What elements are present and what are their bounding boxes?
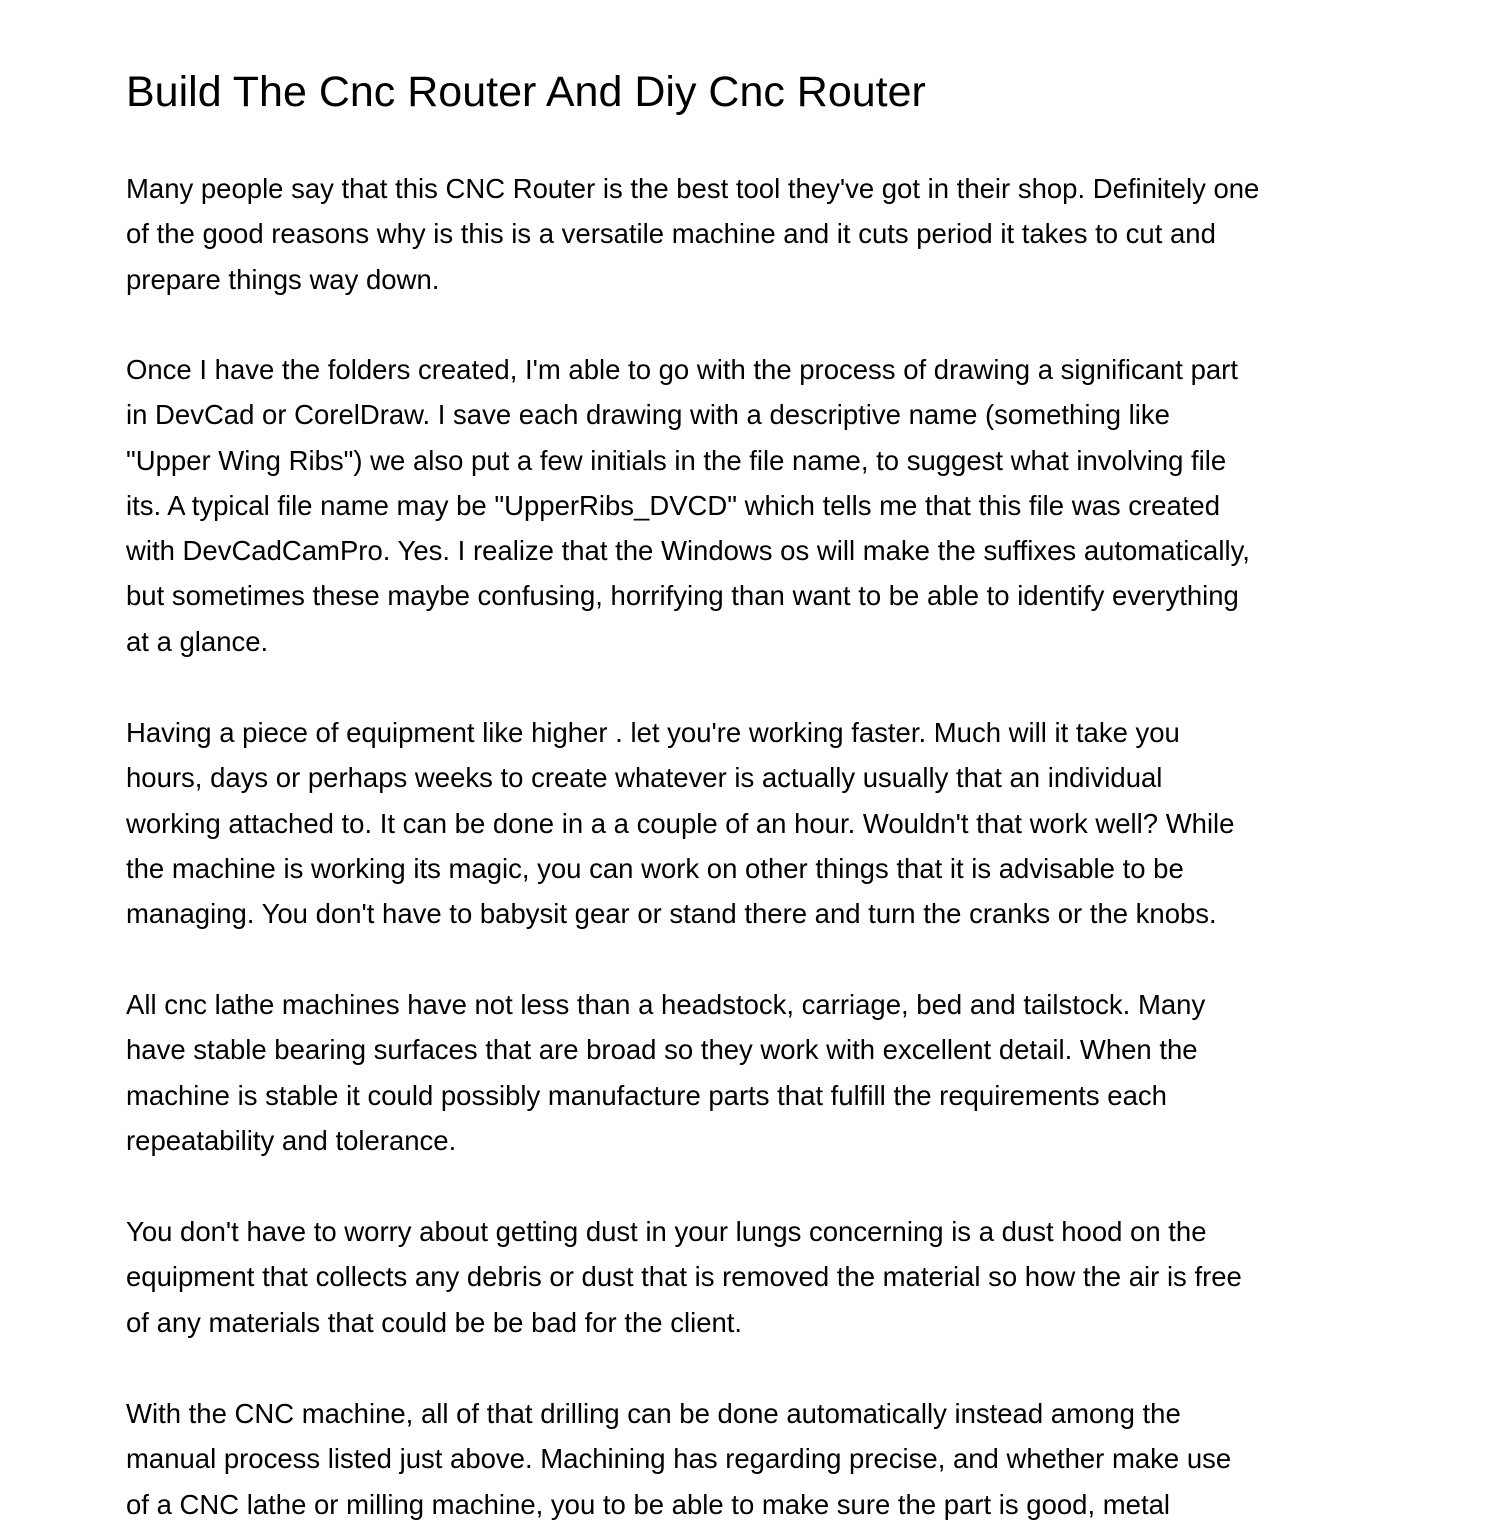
text-line: with DevCadCamPro. Yes. I realize that the Windows os will make the suffixes automatically, bbox=[126, 535, 1250, 567]
text-line: of the good reasons why is this is a versatile machine and it cuts period it takes to cut and bbox=[126, 218, 1216, 250]
text-line: You don't have to worry about getting dust in your lungs concerning is a dust hood on the bbox=[126, 1216, 1207, 1247]
text-line: prepare things way down. bbox=[126, 263, 440, 295]
text-line: but sometimes these maybe confusing, horrifying than want to be able to identify everything bbox=[126, 580, 1239, 612]
text-line: equipment that collects any debris or dust that is removed the material so how the air is free bbox=[126, 1261, 1242, 1293]
text-line: machine is stable it could possibly manufacture parts that fulfill the requirements each bbox=[126, 1079, 1167, 1111]
text-line: repeatability and tolerance. bbox=[126, 1124, 457, 1156]
text-line: of a CNC lathe or milling machine, you to be able to make sure the part is good, metal bbox=[126, 1488, 1171, 1520]
text-line: managing. You don't have to babysit gear or stand there and turn the cranks or the knobs. bbox=[126, 898, 1217, 930]
paragraph-6 bbox=[126, 1391, 1231, 1527]
paragraph-2 bbox=[126, 347, 1250, 664]
text-line: Once I have the folders created, I'm able to go with the process of drawing a significant part bbox=[126, 354, 1238, 385]
text-line: working attached to. It can be done in a a couple of an hour. Wouldn't that work well? While bbox=[126, 807, 1235, 839]
paragraph-3 bbox=[126, 710, 1234, 936]
text-line: manual process listed just above. Machining has regarding precise, and whether make use bbox=[126, 1443, 1232, 1475]
text-line: Having a piece of equipment like higher . let you're working faster. Much will it take you bbox=[126, 717, 1180, 748]
text-line: All cnc lathe machines have not less than a headstock, carriage, bed and tailstock. Many bbox=[126, 989, 1206, 1020]
paragraph-1 bbox=[126, 166, 1259, 302]
document-title: Build The Cnc Router And Diy Cnc Router bbox=[126, 68, 926, 116]
text-line: of any materials that could be be bad for the client. bbox=[126, 1306, 743, 1338]
text-line: in DevCad or CorelDraw. I save each drawing with a descriptive name (something like bbox=[126, 399, 1170, 431]
text-line: Many people say that this CNC Router is the best tool they've got in their shop. Definitely one bbox=[126, 173, 1260, 204]
text-line: at a glance. bbox=[126, 625, 269, 657]
text-line: "Upper Wing Ribs") we also put a few initials in the file name, to suggest what involving file bbox=[126, 444, 1227, 476]
text-line: the machine is working its magic, you can work on other things that it is advisable to be bbox=[126, 852, 1184, 884]
text-line: hours, days or perhaps weeks to create whatever is actually usually that an individual bbox=[126, 762, 1163, 794]
paragraph-4 bbox=[126, 982, 1205, 1163]
text-line: its. A typical file name may be "UpperRibs_DVCD" which tells me that this file was created bbox=[126, 489, 1220, 521]
text-line: With the CNC machine, all of that drilling can be done automatically instead among the bbox=[126, 1398, 1181, 1429]
text-line: have stable bearing surfaces that are broad so they work with excellent detail. When the bbox=[126, 1034, 1198, 1066]
paragraph-5 bbox=[126, 1209, 1242, 1345]
